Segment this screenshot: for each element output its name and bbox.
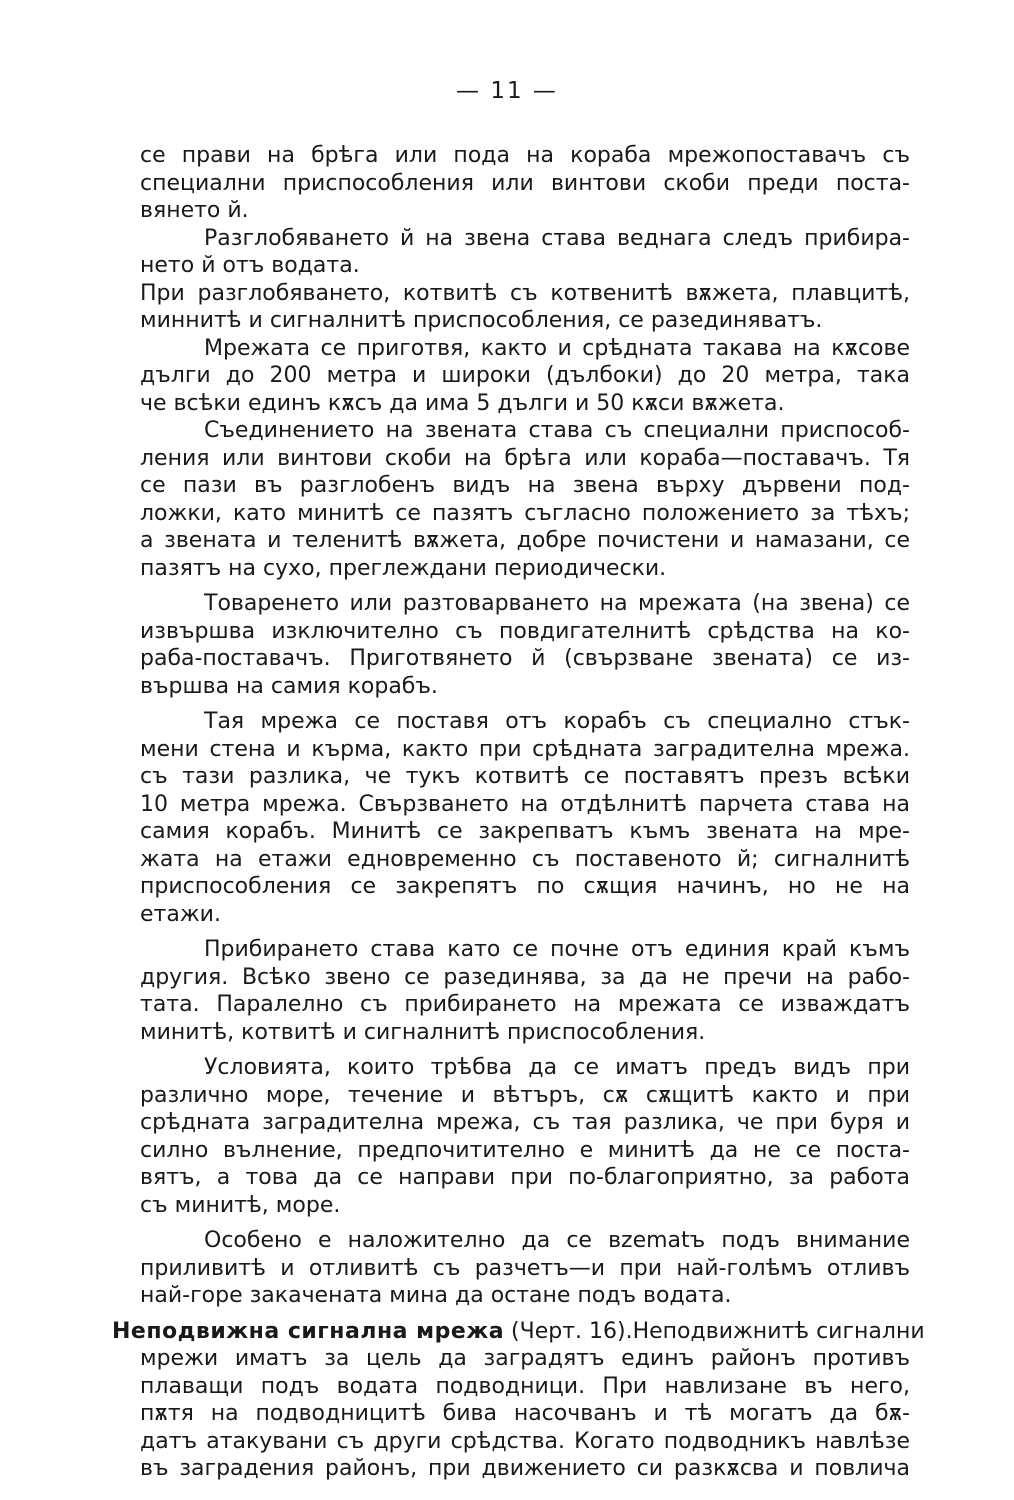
text-line: срѣдната заградителна мрежа, съ тая разлика, че при буря и: [140, 1110, 910, 1135]
text-line: Особено е наложително да се вzematъ подъ внимание: [204, 1228, 910, 1253]
text-line: Мрежата се приготвя, както и срѣдната такава на кѫсове: [204, 335, 910, 361]
text-line: тата. Паралелно съ прибирането на мрежата се изваждатъ: [140, 992, 910, 1017]
paragraph: [140, 1054, 910, 1219]
text-line: минитѣ, котвитѣ и сигналнитѣ приспособления.: [140, 1019, 706, 1045]
text-line: мрежи иматъ за цель да заградятъ единъ районъ противъ: [140, 1346, 910, 1371]
text-line: приспособления се закрепятъ по сѫщия начинъ, но не на: [140, 874, 910, 899]
text-line: различно море, течение и вѣтъръ, сѫ сѫщитѣ както и при: [140, 1082, 910, 1108]
section-heading: Неподвижна сигнална мрежа: [112, 1318, 505, 1344]
paragraph: [140, 225, 910, 280]
text-line: Тая мрежа се поставя отъ корабъ съ специално стък-: [204, 709, 910, 734]
text-line: че всѣки единъ кѫсъ да има 5 дълги и 50 кѫси вѫжета.: [140, 390, 785, 416]
text-line: Съединението на звената става съ специални приспособ-: [204, 418, 910, 443]
section-heading-rest: (Черт. 16).Неподвижнитѣ сигнални: [504, 1318, 925, 1344]
paragraph: [140, 1227, 910, 1310]
text-line: При разглобяването, котвитѣ съ котвенитѣ вѫжета, плавцитѣ,: [140, 280, 910, 306]
text-line: Прибирането става като се почне отъ единия край къмъ: [204, 937, 910, 962]
paragraph: [140, 708, 910, 928]
text-line: Разглобяването й на звена става веднага следъ прибира-: [204, 225, 910, 251]
text-line: другия. Всѣко звено се разединява, за да не пречи на рабо-: [140, 964, 910, 990]
text-line: 10 метра мрежа. Свързването на отдѣлнитѣ парчета става на: [140, 791, 910, 817]
body-text: [112, 142, 925, 1483]
text-line: ления или винтови скоби на брѣга или кораба—поставачъ. Тя: [140, 445, 910, 471]
text-line: съ тази разлика, че тукъ котвитѣ се поставятъ презъ всѣки: [140, 764, 910, 789]
text-line: Условията, които трѣбва да се иматъ предъ видъ при: [204, 1055, 910, 1080]
text-line: а звената и теленитѣ вѫжета, добре почистени и намазани, се: [140, 528, 910, 553]
section-heading-line: [112, 1318, 925, 1346]
text-line: вянето й.: [140, 198, 249, 223]
text-line: въ заградения районъ, при движението си разкѫсва и повлича: [140, 1456, 910, 1481]
text-line: датъ атакувани съ други срѣдства. Когато подводникъ навлѣзе: [140, 1428, 910, 1454]
text-line: съ минитѣ, море.: [140, 1192, 341, 1218]
paragraph: [140, 335, 910, 418]
text-line: ложки, като минитѣ се пазятъ съгласно положението за тѣхъ;: [140, 500, 910, 526]
paragraph: [140, 590, 910, 700]
paragraph: [140, 280, 910, 335]
section: [112, 1318, 925, 1483]
text-line: нето й отъ водата.: [140, 253, 360, 278]
text-line: етажи.: [140, 901, 221, 927]
text-line: пѫтя на подводницитѣ бива насочванъ и тѣ могатъ да бѫ-: [140, 1401, 910, 1426]
text-line: вятъ, а това да се направи при по-благоприятно, за работа: [140, 1165, 910, 1190]
page-number: — 11 —: [456, 78, 558, 104]
text-line: специални приспособления или винтови скоби преди поста-: [140, 170, 910, 196]
paragraph: [140, 142, 910, 225]
text-line: самия корабъ. Минитѣ се закрепватъ къмъ звената на мре-: [140, 819, 910, 844]
text-line: се пази въ разглобенъ видъ на звена върху дървени под-: [140, 473, 910, 498]
text-line: силно вълнение, предпочитително е минитѣ да не се поста-: [140, 1137, 910, 1163]
text-line: вършва на самия корабъ.: [140, 673, 438, 699]
text-line: Товаренето или разтоварването на мрежата (на звена) се: [204, 591, 910, 616]
text-line: приливитѣ и отливитѣ съ разчетъ—и при най-голѣмъ отливъ: [140, 1255, 910, 1281]
paragraph: [140, 417, 910, 582]
text-line: мени стена и кърма, както при срѣдната заградителна мрежа.: [140, 736, 910, 762]
text-line: пазятъ на сухо, преглеждани периодически.: [140, 555, 667, 581]
text-line: дълги до 200 метра и широки (дълбоки) до 20 метра, така: [140, 363, 910, 388]
text-line: се прави на брѣга или пода на кораба мрежопоставачъ съ: [140, 143, 910, 168]
paragraph: [140, 936, 910, 1046]
text-line: раба-поставачъ. Приготвянето й (свързване звената) се из-: [140, 646, 910, 671]
text-line: извършва изключително съ повдигателнитѣ срѣдства на ко-: [140, 618, 910, 644]
text-line: най-горе закачената мина да остане подъ водата.: [140, 1283, 732, 1308]
text-line: миннитѣ и сигналнитѣ приспособления, се разединяватъ.: [140, 308, 823, 333]
text-line: жата на етажи едновременно съ поставеното й; сигналнитѣ: [140, 846, 910, 872]
text-line: плаващи подъ водата подводници. При навлизане въ него,: [140, 1373, 910, 1399]
